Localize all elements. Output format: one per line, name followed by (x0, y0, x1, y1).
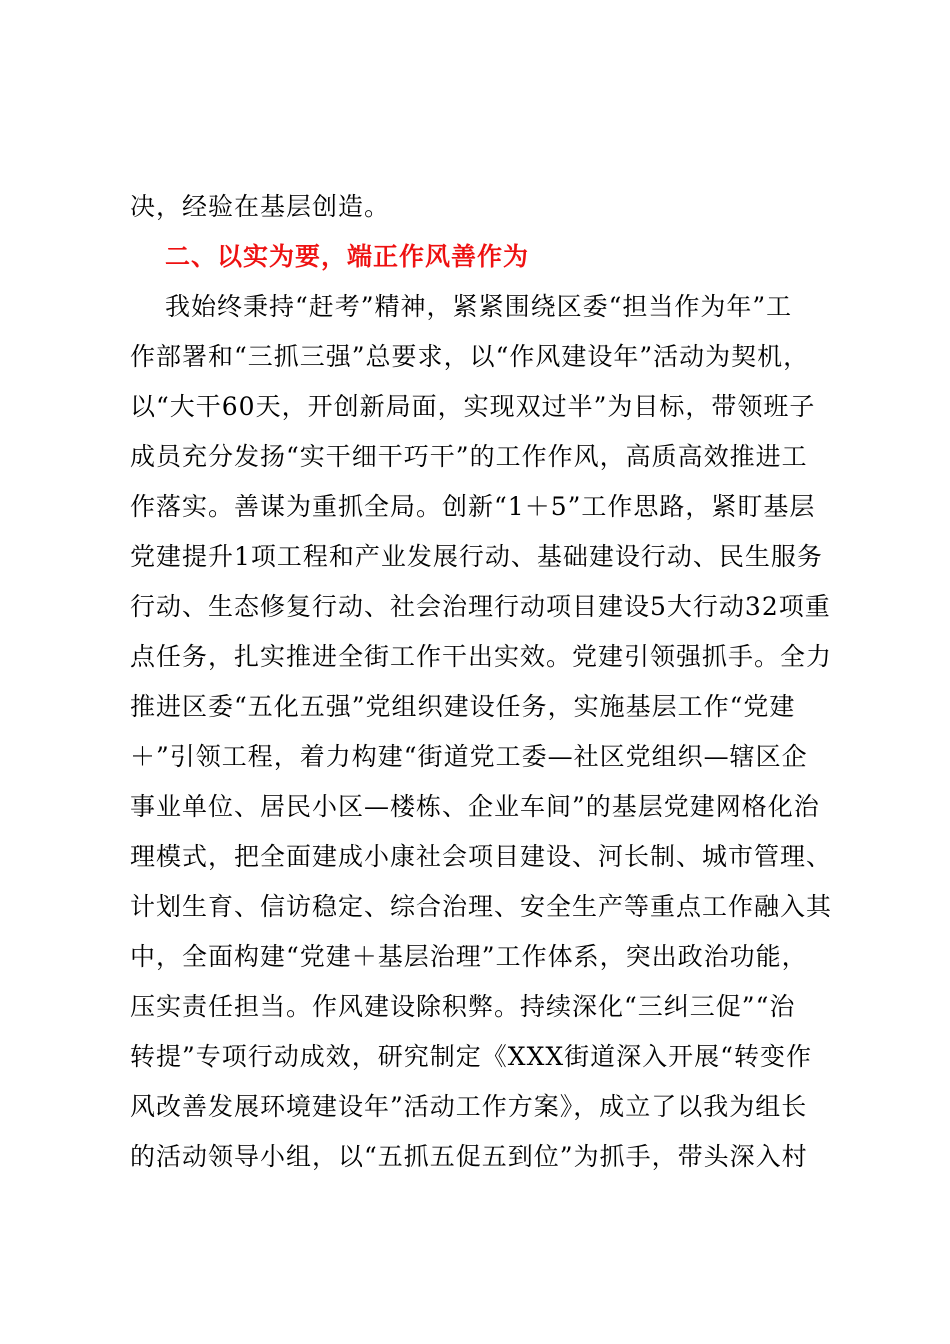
paragraph-line: 计划生育、信访稳定、综合治理、安全生产等重点工作融入其 (130, 892, 833, 921)
paragraph-line: 事业单位、居民小区—楼栋、企业车间”的基层党建网格化治 (130, 792, 820, 821)
paragraph-line: 中，全面构建“党建＋基层治理”工作体系，突出政治功能， (130, 942, 808, 971)
paragraph-line: 转提”专项行动成效，研究制定《XXX街道深入开展“转变作 (130, 1042, 812, 1071)
paragraph-line: 我始终秉持“赶考”精神，紧紧围绕区委“担当作为年”工 (165, 292, 793, 321)
paragraph-line: 党建提升1项工程和产业发展行动、基础建设行动、民生服务 (130, 542, 823, 571)
paragraph-line: ＋”引领工程，着力构建“街道党工委—社区党组织—辖区企 (130, 742, 808, 771)
paragraph-line: 推进区委“五化五强”党组织建设任务，实施基层工作“党建 (130, 692, 796, 721)
section-heading: 二、以实为要，端正作风善作为 (165, 242, 530, 271)
paragraph-line: 点任务，扎实推进全街工作干出实效。党建引领强抓手。全力 (130, 642, 833, 671)
paragraph-line: 理模式，把全面建成小康社会项目建设、河长制、城市管理、 (130, 842, 833, 871)
paragraph-line: 以“大干60天，开创新局面，实现双过半”为目标，带领班子 (130, 392, 816, 421)
paragraph-line: 的活动领导小组，以“五抓五促五到位”为抓手，带头深入村 (130, 1142, 808, 1171)
opening-line: 决，经验在基层创造。 (130, 192, 391, 221)
paragraph-line: 作部署和“三抓三强”总要求，以“作风建设年”活动为契机， (130, 342, 810, 371)
paragraph-line: 压实责任担当。作风建设除积弊。持续深化“三纠三促”“治 (130, 992, 796, 1021)
paragraph-line: 成员充分发扬“实干细干巧干”的工作作风，高质高效推进工 (130, 442, 808, 471)
paragraph-line: 行动、生态修复行动、社会治理行动项目建设5大行动32项重 (130, 592, 831, 621)
paragraph-line: 作落实。善谋为重抓全局。创新“1＋5”工作思路，紧盯基层 (130, 492, 816, 521)
paragraph-line: 风改善发展环境建设年”活动工作方案》，成立了以我为组长 (130, 1092, 808, 1121)
